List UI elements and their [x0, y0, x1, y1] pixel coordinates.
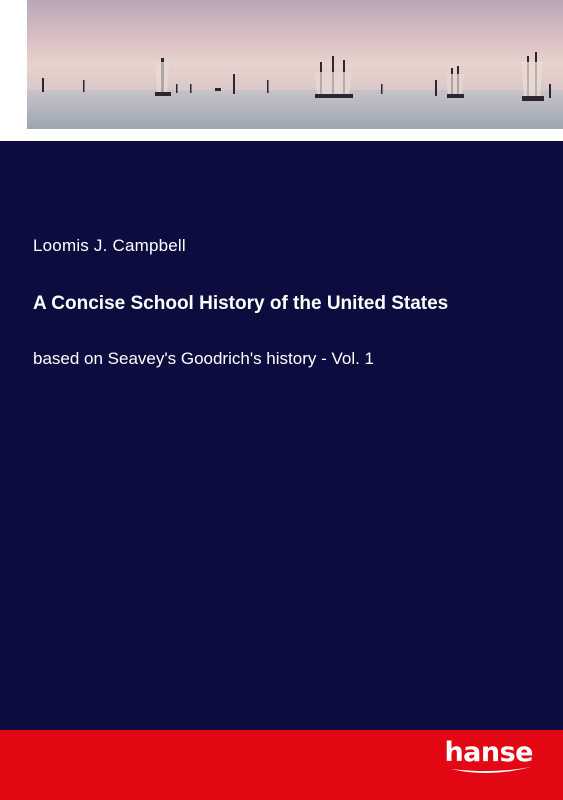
publisher-logo-text: hanse	[444, 737, 533, 768]
publisher-logo	[444, 738, 533, 778]
book-title: A Concise School History of the United States	[33, 293, 449, 314]
tall-ships-photo	[27, 0, 563, 129]
book-subtitle: based on Seavey's Goodrich's history - Vol. 1	[33, 349, 375, 368]
cover-background	[0, 141, 563, 730]
swoosh-icon	[449, 764, 533, 778]
publisher-band	[0, 730, 563, 800]
author-name: Loomis J. Campbell	[33, 236, 186, 255]
top-white-band	[0, 0, 563, 141]
